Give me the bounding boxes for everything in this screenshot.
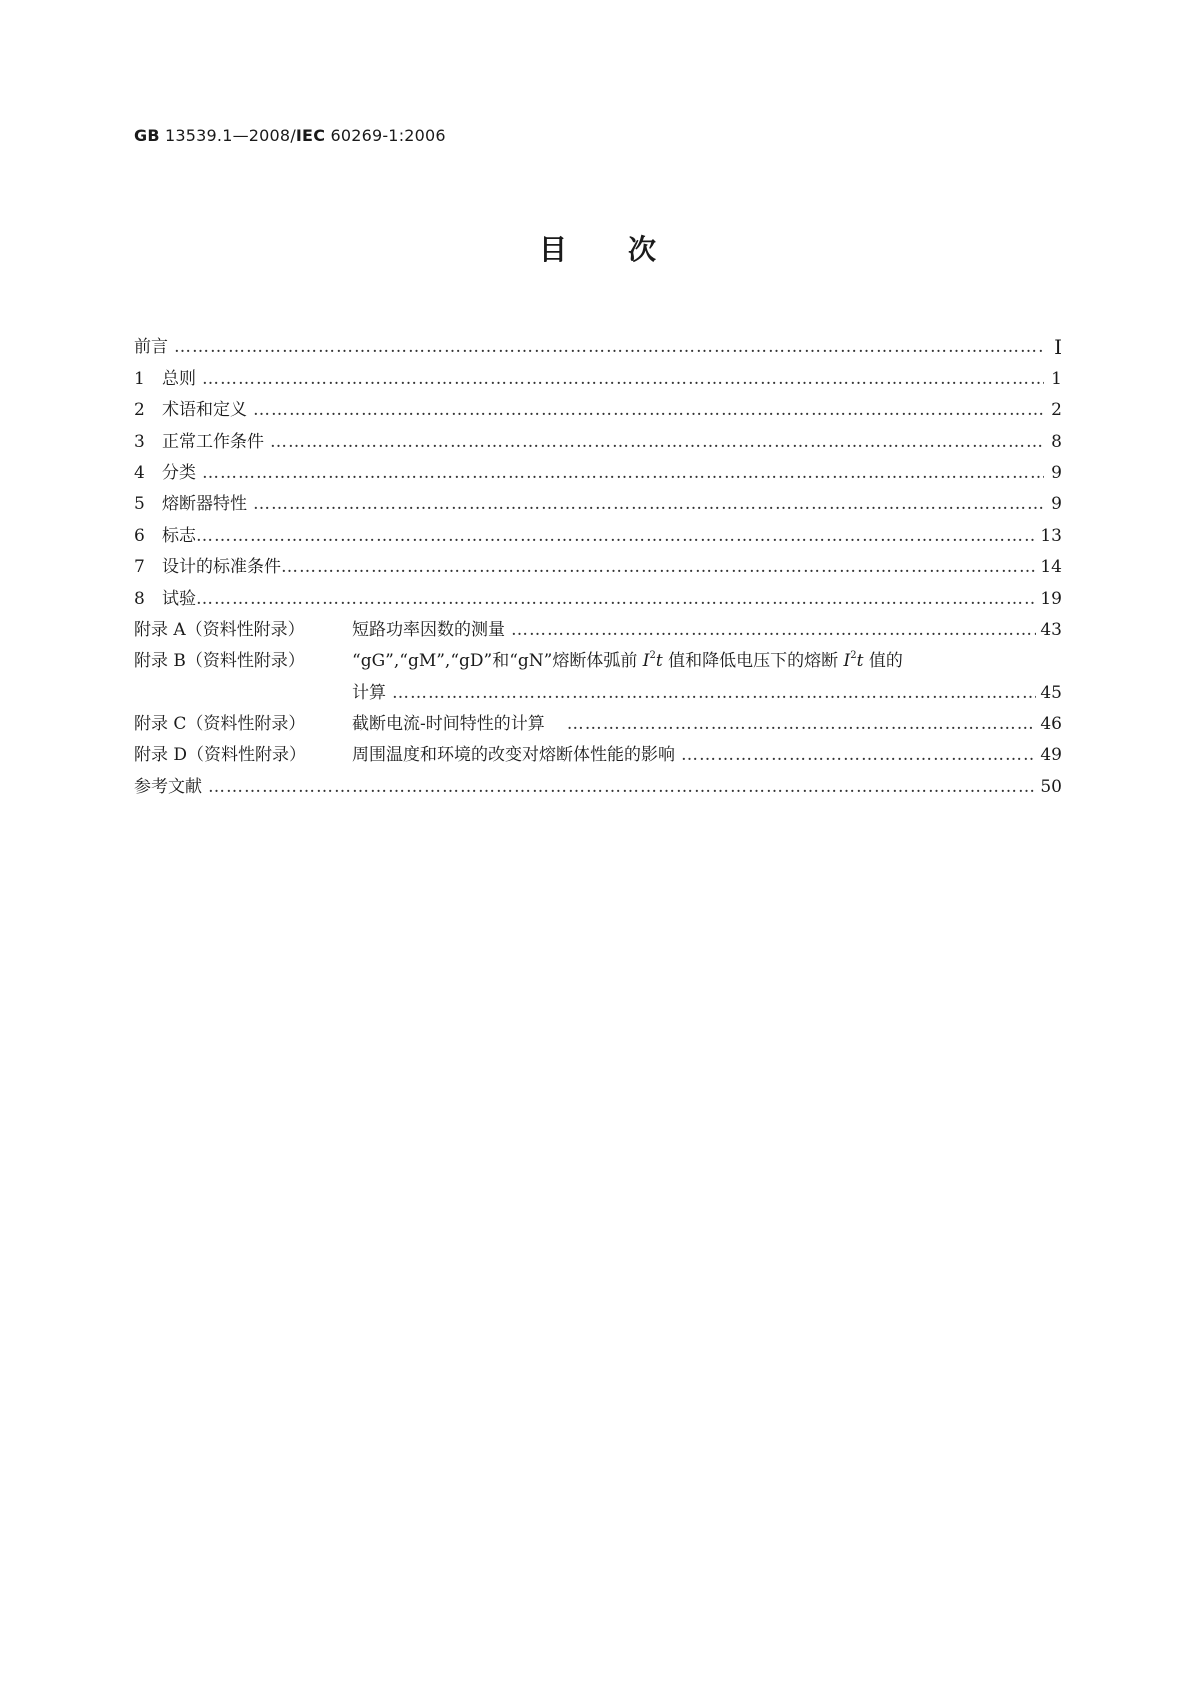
toc-entry-number: 4 [134, 462, 145, 483]
toc-entry-foreword[interactable] [134, 327, 1062, 358]
toc-entry-7[interactable] [134, 547, 1062, 578]
toc-entry-page: 2 [1051, 400, 1062, 421]
leader-dots [392, 682, 1036, 704]
toc-entry-number: 1 [134, 368, 145, 389]
leader-dots [681, 744, 1036, 766]
toc-entry-8[interactable] [134, 578, 1062, 609]
toc-entry-number: 6 [134, 525, 145, 546]
toc-entry-label: 正常工作条件 [162, 431, 264, 452]
toc-entry-number: 2 [134, 400, 145, 421]
leader-dots [202, 368, 1044, 390]
annex-label: 短路功率因数的测量 [352, 619, 505, 640]
i2t-symbol-i-2: I [843, 651, 851, 672]
i2t-symbol-sup-2: 2 [850, 650, 857, 662]
leader-dots [253, 493, 1044, 515]
leader-dots [196, 588, 1036, 610]
annex-prefix: 附录 A（资料性附录） [134, 619, 305, 640]
i2t-symbol-t: t [655, 651, 663, 672]
toc-entry-label: 前言 [134, 337, 168, 358]
toc-entry-1[interactable] [134, 358, 1062, 389]
std-iec-number: 60269-1:2006 [330, 126, 446, 145]
toc-annex-b-continued[interactable] [134, 672, 1062, 703]
toc-entry-page: 43 [1040, 619, 1062, 640]
leader-dots [253, 399, 1044, 421]
toc-entry-page: 13 [1040, 525, 1062, 546]
annex-label-part-a: “gG”,“gM”,“gD”和“gN”熔断体弧前 [352, 651, 638, 672]
toc-entry-label: 分类 [162, 462, 196, 483]
toc-entry-label: 术语和定义 [162, 400, 247, 421]
toc-annex-b[interactable] [134, 641, 1062, 672]
leader-dots [270, 431, 1044, 453]
toc-entry-references[interactable] [134, 766, 1062, 797]
toc-entry-page: 50 [1040, 776, 1062, 797]
annex-prefix: 附录 C（资料性附录） [134, 714, 306, 735]
annex-label: 截断电流-时间特性的计算 [352, 714, 545, 735]
leader-dots [511, 619, 1036, 641]
toc-entry-number: 5 [134, 494, 145, 515]
toc-entry-label: 参考文献 [134, 776, 202, 797]
std-iec: IEC [295, 126, 326, 145]
annex-label-part-c: 值的 [868, 651, 903, 672]
leader-dots [196, 525, 1036, 547]
toc-entry-label: 总则 [162, 368, 196, 389]
table-of-contents [134, 327, 1062, 798]
toc-entry-page: 14 [1040, 557, 1062, 578]
title-char-1: 目 [539, 233, 568, 266]
toc-entry-page: 9 [1051, 462, 1062, 483]
title-char-2: 次 [628, 233, 657, 266]
toc-entry-page: 1 [1051, 368, 1062, 389]
toc-annex-a[interactable] [134, 610, 1062, 641]
standard-number [134, 126, 446, 145]
toc-entry-number: 8 [134, 588, 145, 609]
leader-dots [281, 556, 1036, 578]
toc-entry-number: 3 [134, 431, 145, 452]
toc-entry-label: 试验 [162, 588, 196, 609]
std-prefix: GB [134, 126, 160, 145]
toc-entry-label: 设计的标准条件 [162, 557, 281, 578]
toc-entry-page: Ⅰ [1054, 335, 1062, 360]
annex-label-part-b: 值和降低电压下的熔断 [668, 651, 839, 672]
toc-entry-3[interactable] [134, 421, 1062, 452]
toc-entry-page: 19 [1040, 588, 1062, 609]
annex-prefix: 附录 D（资料性附录） [134, 745, 307, 766]
leader-dots [567, 713, 1037, 735]
leader-dots [202, 462, 1044, 484]
annex-label: 周围温度和环境的改变对熔断体性能的影响 [352, 745, 675, 766]
toc-entry-label: 标志 [162, 525, 196, 546]
std-number: 13539.1—2008/ [165, 126, 296, 145]
leader-dots [208, 776, 1036, 798]
toc-entry-number: 7 [134, 557, 145, 578]
toc-annex-d[interactable] [134, 735, 1062, 766]
toc-entry-page: 8 [1051, 431, 1062, 452]
toc-entry-page: 45 [1040, 682, 1062, 703]
toc-entry-label: 熔断器特性 [162, 494, 247, 515]
toc-entry-page: 49 [1040, 745, 1062, 766]
toc-entry-5[interactable] [134, 484, 1062, 515]
leader-dots [174, 336, 1044, 358]
toc-entry-page: 9 [1051, 494, 1062, 515]
toc-entry-2[interactable] [134, 390, 1062, 421]
i2t-symbol-t-2: t [856, 651, 864, 672]
toc-entry-page: 46 [1040, 714, 1062, 735]
i2t-symbol-i: I [642, 651, 650, 672]
toc-annex-c[interactable] [134, 704, 1062, 735]
annex-label-line2: 计算 [352, 682, 386, 703]
annex-prefix: 附录 B（资料性附录） [134, 651, 305, 672]
toc-entry-6[interactable] [134, 515, 1062, 546]
i2t-symbol-sup: 2 [649, 650, 656, 662]
toc-entry-4[interactable] [134, 453, 1062, 484]
